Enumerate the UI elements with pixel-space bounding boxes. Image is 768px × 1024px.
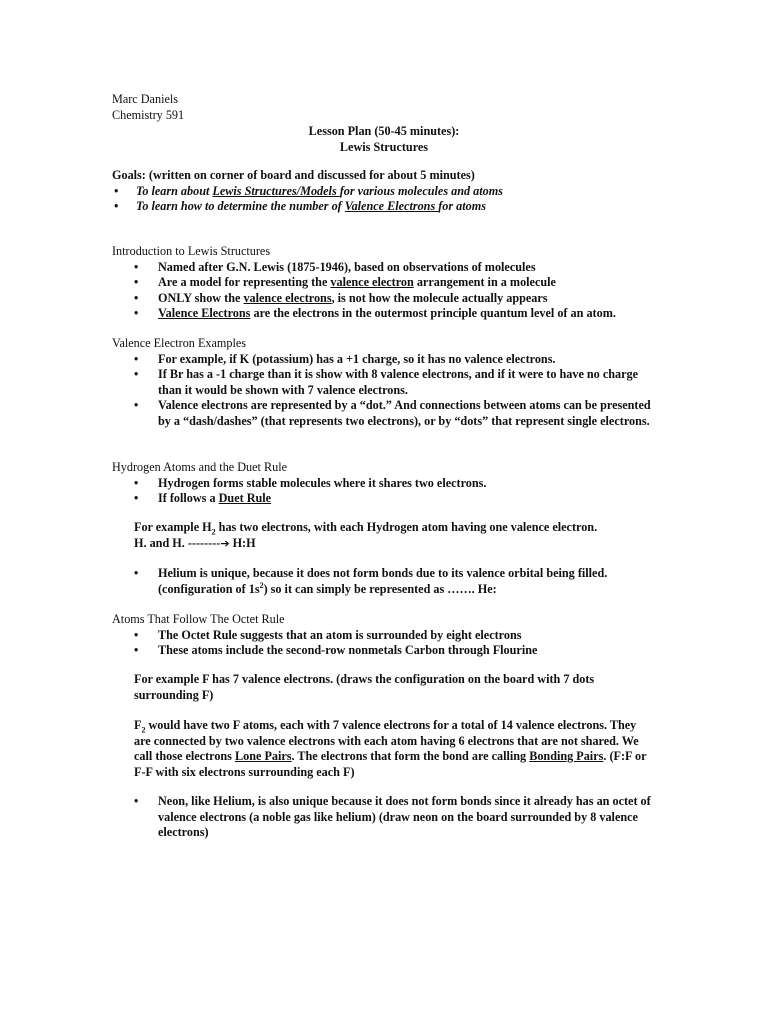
helium-item: • Helium is unique, because it does not form bonds due to its valence orbital being filled. (configuration of $1s^2$) so it can simply be represented as ……. He: bbox=[112, 566, 652, 597]
valence-item: • If Br has a -1 charge than it is show with 8 valence electrons, and if it were to have no charge than it would be shown with 7 valence electrons. bbox=[112, 367, 652, 398]
lesson-subtitle: Lewis Structures bbox=[339, 140, 429, 154]
arrow-right-icon: ➔ bbox=[220, 536, 230, 550]
valence-item: • Valence electrons are represented by a “dot.” And connections between atoms can be presented by a “dash/dashes” (that represents two electrons), or by “dots” that represent single electrons. bbox=[112, 398, 652, 429]
octet-heading: Atoms That Follow The Octet Rule bbox=[112, 612, 285, 626]
intro-heading: Introduction to Lewis Structures bbox=[112, 244, 271, 258]
hydrogen-heading: Hydrogen Atoms and the Duet Rule bbox=[112, 460, 287, 474]
fluorine-example: For example F has 7 valence electrons. (draws the configuration on the board with 7 dots surrounding F) bbox=[134, 672, 595, 702]
octet-item: • The Octet Rule suggests that an atom is surrounded by eight electrons bbox=[112, 628, 652, 644]
hydrogen-section bbox=[112, 460, 652, 507]
intro-item: • ONLY show the valence electrons, is not how the molecule actually appears bbox=[112, 291, 652, 307]
goals-heading: Goals: (written on corner of board and discussed for about 5 minutes) bbox=[112, 168, 475, 182]
course-name: Chemistry 591 bbox=[112, 107, 185, 122]
valence-heading: Valence Electron Examples bbox=[112, 336, 247, 350]
goals-section bbox=[112, 168, 652, 215]
hydrogen-reaction: H. and H. --------➔ H:H bbox=[134, 535, 256, 550]
valence-item: • For example, if K (potassium) has a +1 charge, so it has no valence electrons. bbox=[112, 352, 652, 368]
helium-section bbox=[112, 566, 652, 597]
hydrogen-example: For example $H_2$ has two electrons, with each Hydrogen atom having one valence electron. H. and H. --------➔ H:H bbox=[134, 520, 654, 551]
intro-item: • Are a model for representing the valence electron arrangement in a molecule bbox=[112, 275, 652, 291]
valence-section bbox=[112, 336, 652, 430]
goal-item: • To learn how to determine the number of Valence Electrons for atoms bbox=[112, 199, 652, 215]
hydrogen-item: • Hydrogen forms stable molecules where it shares two electrons. bbox=[112, 476, 652, 492]
octet-item: • These atoms include the second-row nonmetals Carbon through Flourine bbox=[112, 643, 652, 659]
f2-paragraph: $F_2$ would have two F atoms, each with 7 valence electrons for a total of 14 valence electrons. They are connected by two valence electrons with each atom having 6 electrons that are not shared. We call those electrons Lone Pairs. The electrons that form the bond are calling Bonding Pairs. (F:F or F-F with six electrons surrounding each F) bbox=[134, 718, 647, 779]
neon-item: • Neon, like Helium, is also unique because it does not form bonds since it already has an octet of valence electrons (a noble gas like helium) (draw neon on the board surrounded by 8 valence electrons) bbox=[112, 794, 652, 841]
intro-item: • Named after G.N. Lewis (1875-1946), based on observations of molecules bbox=[112, 260, 652, 276]
intro-item: • Valence Electrons are the electrons in the outermost principle quantum level of an atom. bbox=[112, 306, 652, 322]
intro-section bbox=[112, 244, 652, 322]
lesson-title: Lesson Plan (50-45 minutes): bbox=[308, 124, 460, 138]
document-header bbox=[112, 92, 184, 123]
hydrogen-item: • If follows a Duet Rule bbox=[112, 491, 652, 507]
author-name: Marc Daniels bbox=[112, 92, 178, 106]
neon-section bbox=[112, 794, 652, 841]
goal-item: • To learn about Lewis Structures/Models for various molecules and atoms bbox=[112, 184, 652, 200]
octet-section bbox=[112, 612, 652, 659]
